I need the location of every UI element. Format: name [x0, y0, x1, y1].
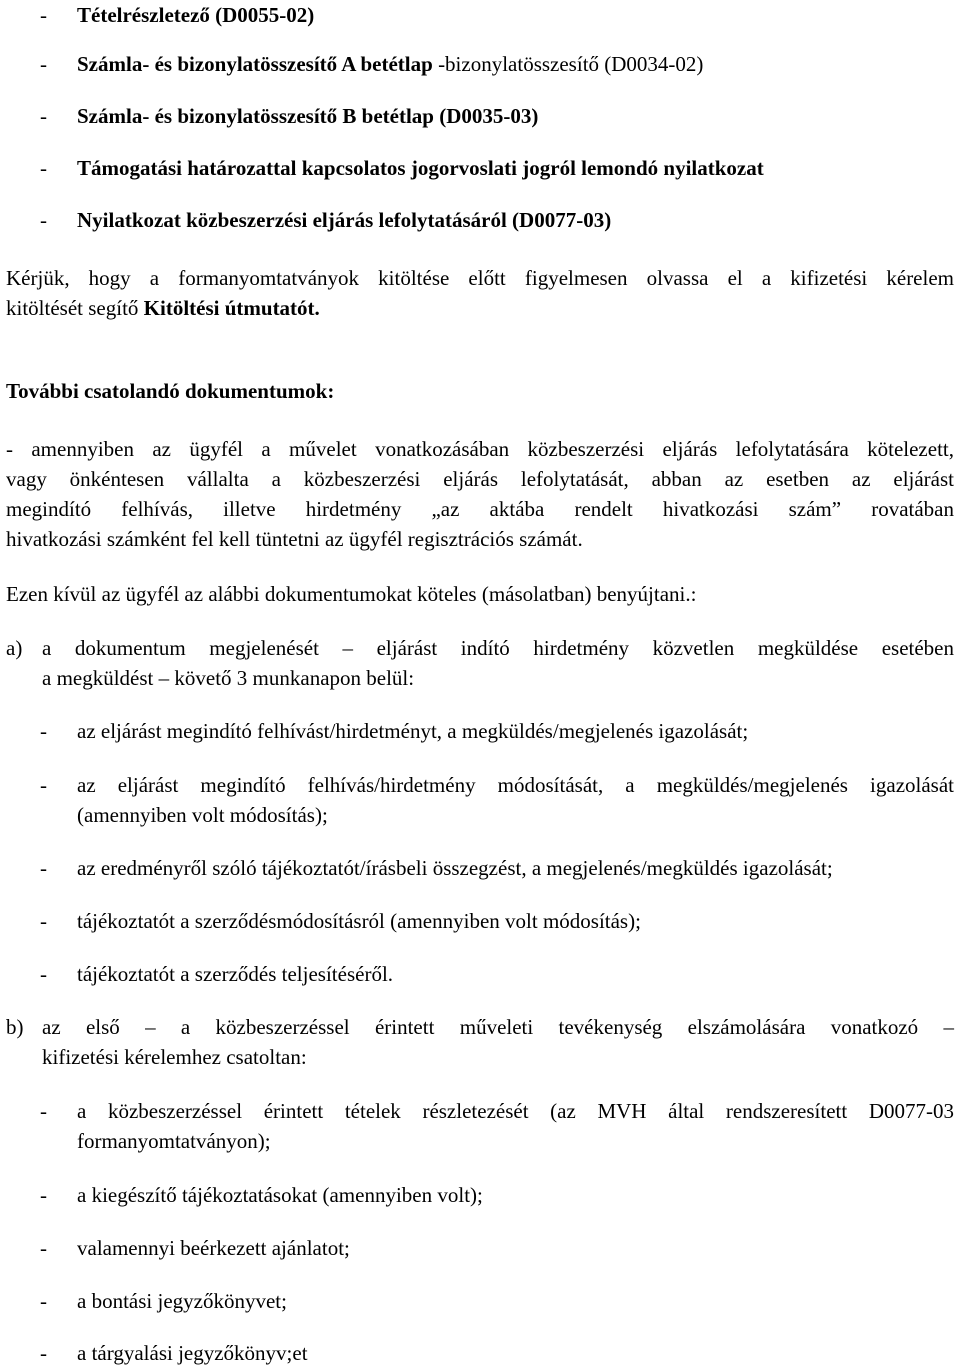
- list-dash: -: [40, 3, 47, 27]
- list-dash: -: [40, 1289, 47, 1313]
- section-line: a dokumentum megjelenését – eljárást indító hirdetmény közvetlen megküldése esetében: [42, 636, 954, 660]
- list-item-text: az eredményről szóló tájékoztatót/írásbeli összegzést, a megjelenés/megküldés igazolását;: [77, 856, 833, 880]
- paragraph-line: hivatkozási számként fel kell tüntetni az ügyfél regisztrációs számát.: [6, 527, 583, 551]
- section-marker: a): [6, 636, 23, 660]
- list-item-text: tájékoztatót a szerződés teljesítéséről.: [77, 962, 394, 986]
- section-a: [6, 633, 954, 693]
- notice-line: kitöltését segítő Kitöltési útmutatót.: [6, 296, 320, 320]
- list-dash: -: [40, 1236, 47, 1260]
- paragraph: Ezen kívül az ügyfél az alábbi dokumentumokat köteles (másolatban) benyújtani.:: [6, 582, 697, 606]
- list-item-text: (amennyiben volt módosítás);: [77, 803, 328, 827]
- list-dash: -: [40, 962, 47, 986]
- list-dash: -: [40, 208, 47, 232]
- section-line: az első – a közbeszerzéssel érintett műveleti tevékenység elszámolására vonatkozó –: [42, 1015, 954, 1039]
- list-dash: -: [40, 909, 47, 933]
- list-item-text: a bontási jegyzőkönyvet;: [77, 1289, 287, 1313]
- list-dash: -: [40, 773, 47, 797]
- section-marker: b): [6, 1015, 24, 1039]
- list-dash: -: [40, 104, 47, 128]
- list-item-text: formanyomtatványon);: [77, 1129, 271, 1153]
- section-heading: További csatolandó dokumentumok:: [6, 379, 335, 403]
- list-item-text: az eljárást megindító felhívást/hirdetményt, a megküldés/megjelenés igazolását;: [77, 719, 749, 743]
- list-item-bold: Tételrészletező (D0055-02): [77, 3, 315, 27]
- paragraph-line: vagy önkéntesen vállalta a közbeszerzési eljárás lefolytatását, abban az esetben az eljárást: [6, 467, 954, 491]
- list-item-bold: Számla- és bizonylatösszesítő A betétlap: [77, 52, 439, 76]
- list-item-text: az eljárást megindító felhívás/hirdetmény módosítását, a megküldés/megjelenés igazolását: [77, 773, 954, 797]
- list-item-text: valamennyi beérkezett ajánlatot;: [77, 1236, 350, 1260]
- section-line: a megküldést – követő 3 munkanapon belül:: [42, 666, 415, 690]
- list-item-bold: Támogatási határozattal kapcsolatos jogorvoslati jogról lemondó nyilatkozat: [77, 156, 764, 180]
- section-b: [6, 1012, 954, 1072]
- paragraph-line: megindító felhívás, illetve hirdetmény „az aktába rendelt hivatkozási szám” rovatában: [6, 497, 954, 521]
- list-item-text: -bizonylatösszesítő (D0034-02): [438, 52, 704, 76]
- section-line: kifizetési kérelemhez csatoltan:: [42, 1045, 307, 1069]
- list-item-text: a kiegészítő tájékoztatásokat (amennyiben volt);: [77, 1183, 483, 1207]
- list-dash: -: [40, 1341, 47, 1365]
- list-item-bold: Számla- és bizonylatösszesítő B betétlap (D0035-03): [77, 104, 539, 128]
- list-item-text: tájékoztatót a szerződésmódosításról (amennyiben volt módosítás);: [77, 909, 641, 933]
- list-dash: -: [40, 1183, 47, 1207]
- list-dash: -: [40, 856, 47, 880]
- list-item-text: a közbeszerzéssel érintett tételek részletezését (az MVH által rendszeresített D0077-03: [77, 1099, 954, 1123]
- list-dash: -: [40, 52, 47, 76]
- paragraph-line: - amennyiben az ügyfél a művelet vonatkozásában közbeszerzési eljárás lefolytatására kötelezett,: [6, 437, 954, 461]
- list-item-text: a tárgyalási jegyzőkönyv;et: [77, 1341, 308, 1365]
- list-item-bold: Nyilatkozat közbeszerzési eljárás lefolytatásáról (D0077-03): [77, 208, 612, 232]
- list-dash: -: [40, 1099, 47, 1123]
- guide-reference: Kitöltési útmutatót.: [143, 296, 320, 320]
- list-dash: -: [40, 156, 47, 180]
- list-dash: -: [40, 719, 47, 743]
- notice-paragraph: [6, 263, 954, 323]
- paragraph: [6, 434, 954, 554]
- notice-line: Kérjük, hogy a formanyomtatványok kitöltése előtt figyelmesen olvassa el a kifizetési kérelem: [6, 266, 954, 290]
